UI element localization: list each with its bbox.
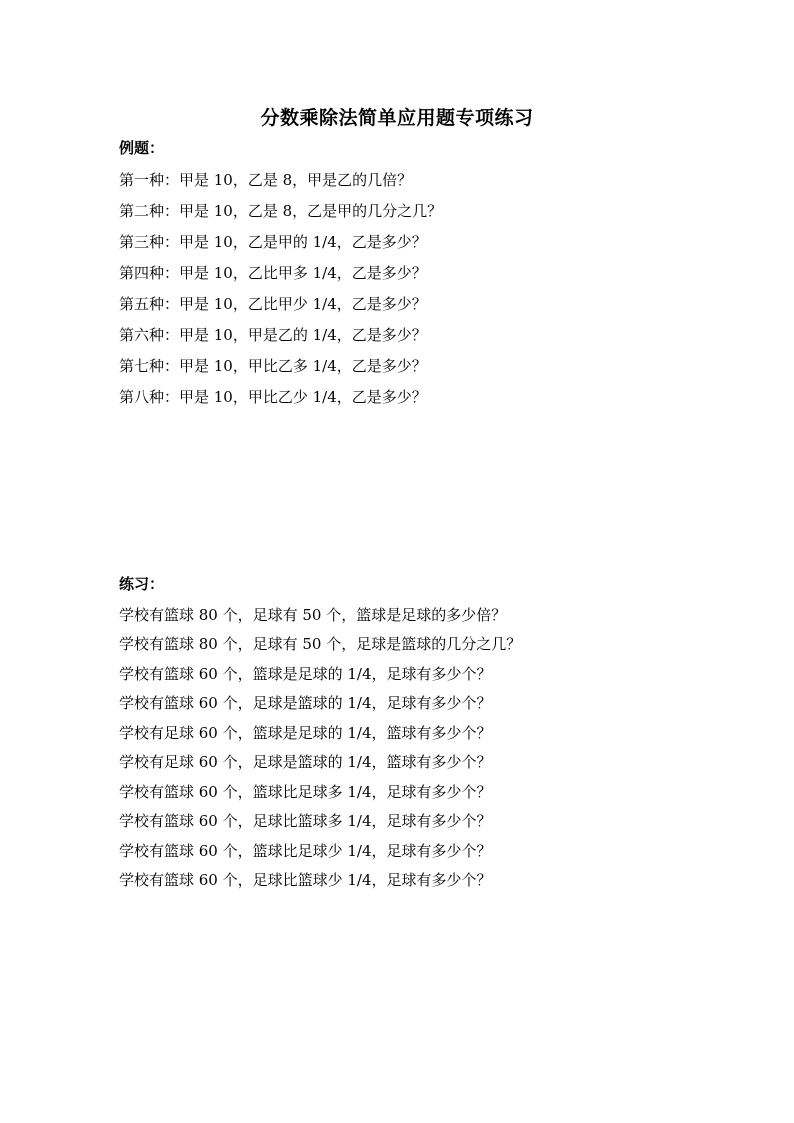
practice-item-5: 学校有足球 60 个，篮球是足球的 1/4，篮球有多少个？ [119, 723, 492, 742]
example-item-1: 第一种：甲是 10，乙是 8，甲是乙的几倍？ [119, 171, 413, 189]
example-item-2: 第二种：甲是 10，乙是 8，乙是甲的几分之几？ [119, 202, 443, 220]
examples-heading: 例题： [119, 139, 165, 157]
practice-heading: 练习： [119, 575, 165, 593]
page-title: 分数乘除法简单应用题专项练习 [260, 107, 534, 129]
practice-item-10: 学校有篮球 60 个，足球比篮球少 1/4，足球有多少个？ [119, 871, 492, 889]
example-item-4: 第四种：甲是 10，乙比甲多 1/4，乙是多少？ [119, 264, 427, 282]
example-item-6: 第六种：甲是 10，甲是乙的 1/4，乙是多少？ [119, 326, 427, 344]
example-item-8: 第八种：甲是 10，甲比乙少 1/4，乙是多少？ [119, 388, 427, 406]
practice-item-6: 学校有足球 60 个，足球是篮球的 1/4，篮球有多少个？ [119, 753, 492, 771]
practice-item-3: 学校有篮球 60 个，篮球是足球的 1/4，足球有多少个？ [119, 664, 492, 683]
example-item-7: 第七种：甲是 10，甲比乙多 1/4，乙是多少？ [119, 357, 427, 375]
practice-item-4: 学校有篮球 60 个，足球是篮球的 1/4，足球有多少个？ [119, 694, 492, 712]
practice-item-9: 学校有篮球 60 个，篮球比足球少 1/4，足球有多少个？ [119, 841, 492, 860]
practice-item-7: 学校有篮球 60 个，篮球比足球多 1/4，足球有多少个？ [119, 782, 492, 801]
practice-section [119, 573, 719, 890]
practice-item-2: 学校有篮球 80 个，足球有 50 个，足球是篮球的几分之几？ [119, 635, 522, 653]
practice-item-1: 学校有篮球 80 个，足球有 50 个，篮球是足球的多少倍？ [119, 605, 507, 624]
examples-section [119, 137, 719, 407]
practice-item-8: 学校有篮球 60 个，足球比篮球多 1/4，足球有多少个？ [119, 812, 492, 830]
example-item-5: 第五种：甲是 10，乙比甲少 1/4，乙是多少？ [119, 295, 427, 313]
example-item-3: 第三种：甲是 10，乙是甲的 1/4，乙是多少？ [119, 233, 427, 251]
